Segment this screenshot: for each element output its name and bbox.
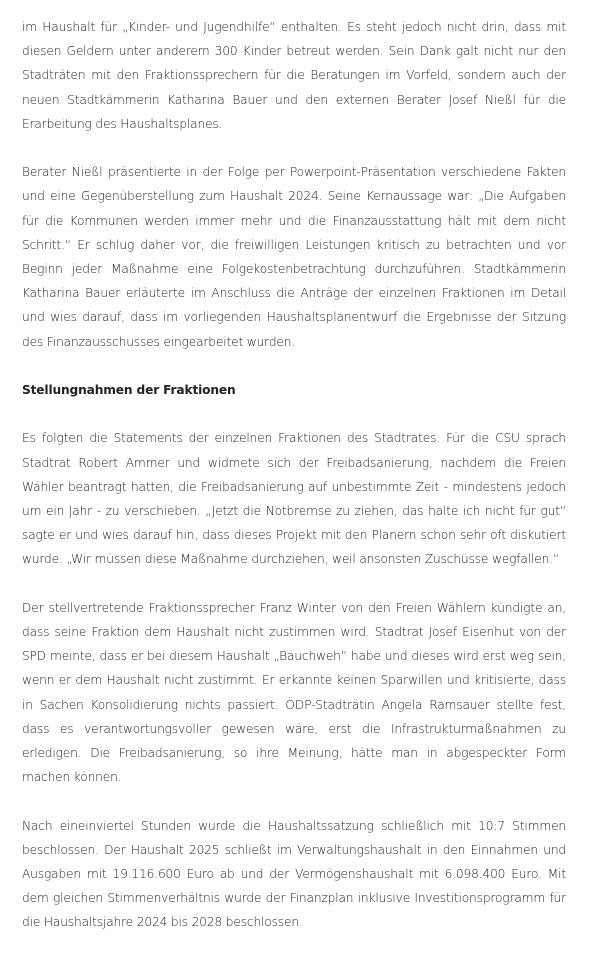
paragraph-other-factions: Der stellvertretende Fraktionssprecher Franz Winter von den Freien Wählern kündigte an, dass seine Fraktion dem Haushalt nicht zustimmen wird. Stadtrat Josef Eisenhut von der SPD meinte, dass er bei diesem Haushalt „Bauchweh“ habe und dieses wird erst weg sein, wenn er dem Haushalt nicht zustimmt. Er erkannte keinen Sparwillen und kritisierte, dass in Sachen Konsolidierung nichts passiert. ÖDP-Stadträtin Angela Ramsauer stellte fest, dass es verantwortungsvoller gewesen wäre, erst die Infrastrukturmaßnahmen zu erledigen. Die Freibadsanierung, so ihre Meinung, hätte man in abgespeckter Form machen können. [22,600,566,785]
paragraph-intro-continuation: im Haushalt für „Kinder- und Jugendhilfe“ enthalten. Es steht jedoch nicht drin, dass mit diesen Geldern unter anderem 300 Kinder betreut werden. Sein Dank galt nicht nur den Stadträten mit den Fraktionssprechern für die Beratungen im Vorfeld, sondern auch der neuen Stadtkämmerin Katharina Bauer und den externen Berater Josef Nießl für die Erarbeitung des Haushaltsplanes. [22,20,566,131]
article-body [22,15,566,959]
paragraph-budget-decision: Nach eineinviertel Stunden wurde die Haushaltssatzung schließlich mit 10:7 Stimmen beschlossen. Der Haushalt 2025 schließt im Verwaltungshaushalt in den Einnahmen und Ausgaben mit 19.116.600 Euro ab und der Vermögenshaushalt mit 6.098.400 Euro. Mit dem gleichen Stimmenverhältnis wurde der Finanzplan inklusive Investitionsprogramm für die Haushaltsjahre 2024 bis 2028 beschlossen. [22,818,566,930]
paragraph-csu-statement: Es folgten die Statements der einzelnen Fraktionen des Stadtrates. Für die CSU sprach Stadtrat Robert Ammer und widmete sich der Freibadsanierung, nachdem die Freien Wähler beantragt hatten, die Freibadsanierung auf unbestimmte Zeit - mindestens jedoch um ein Jahr - zu verschieben. „Jetzt die Notbremse zu ziehen, das halte ich nicht für gut“ sagte er und wies darauf hin, dass dieses Projekt mit den Planern schon sehr oft diskutiert wurde. „Wir müssen diese Maßnahme durchziehen, weil ansonsten Zuschüsse wegfallen.“ [22,431,566,567]
paragraph-advisor-presentation: Berater Nießl präsentierte in der Folge per Powerpoint-Präsentation verschiedene Fakten und eine Gegenüberstellung zum Haushalt 2024. Seine Kernaussage war: „Die Aufgaben für die Kommunen werden immer mehr und die Finanzausstattung hält mit dem nicht Schritt.“ Er schlug daher vor, die freiwilligen Leistungen kritisch zu betrachten und vor Beginn jeder Maßnahme eine Folgekostenbetrachtung durchzuführen. Stadtkämmerin Katharina Bauer erläuterte im Anschluss die Anträge der einzelnen Fraktionen im Detail und wies darauf, dass im vorliegenden Haushaltsplanentwurf die Ergebnisse der Sitzung des Finanzausschusses eingearbeitet wurden. [22,165,566,349]
section-heading: Stellungnahmen der Fraktionen [22,383,236,398]
